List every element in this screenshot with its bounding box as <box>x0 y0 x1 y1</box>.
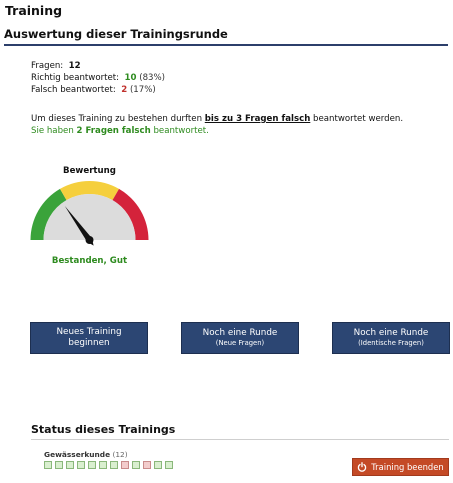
another-round-same-sub: (Identische Fragen) <box>358 339 424 347</box>
pass-rule <box>31 113 441 137</box>
question-status-square <box>44 461 52 469</box>
gauge-label: Bewertung <box>63 166 116 176</box>
power-icon <box>357 462 367 472</box>
wrong-label: Falsch beantwortet: <box>31 85 116 95</box>
question-status-square <box>121 461 129 469</box>
correct-row <box>31 72 165 84</box>
result-prefix: Sie haben <box>31 126 77 136</box>
question-status-square <box>110 461 118 469</box>
new-training-button[interactable] <box>30 322 148 354</box>
question-status-square <box>55 461 63 469</box>
another-round-new-label: Noch eine Runde <box>202 328 278 338</box>
page-title: Training <box>5 3 63 18</box>
correct-pct: (83%) <box>139 73 166 83</box>
wrong-pct: (17%) <box>129 85 156 95</box>
topic-name: Gewässerkunde <box>44 450 111 459</box>
another-round-new-sub: (Neue Fragen) <box>215 339 265 347</box>
correct-label: Richtig beantwortet: <box>31 73 120 83</box>
rule-emphasis: bis zu 3 Fragen falsch <box>204 114 311 124</box>
gauge-status: Bestanden, Gut <box>51 256 128 266</box>
another-round-same-label: Noch eine Runde <box>353 328 429 338</box>
question-status-square <box>132 461 140 469</box>
rule-prefix: Um dieses Training zu bestehen durften <box>31 114 205 124</box>
correct-value: 10 <box>124 73 137 83</box>
result-suffix: beantwortet. <box>150 126 209 136</box>
stats-block <box>31 60 165 96</box>
end-training-label: Training beenden <box>371 462 444 472</box>
question-status-square <box>88 461 96 469</box>
question-status-square <box>66 461 74 469</box>
topic-count: (12) <box>112 450 128 459</box>
question-status-squares <box>44 461 173 469</box>
question-status-square <box>154 461 162 469</box>
questions-label: Fragen: <box>31 61 64 71</box>
question-status-square <box>77 461 85 469</box>
rule-suffix: beantwortet werden. <box>310 114 404 124</box>
end-training-button[interactable] <box>352 458 449 476</box>
wrong-value: 2 <box>121 85 128 95</box>
rating-gauge <box>27 166 152 271</box>
new-training-label-1: Neues Training <box>56 327 122 337</box>
question-status-square <box>143 461 151 469</box>
rule-line <box>31 113 441 125</box>
evaluation-heading: Auswertung dieser Trainingsrunde <box>4 27 448 46</box>
gauge-dial <box>27 178 152 256</box>
question-status-square <box>99 461 107 469</box>
another-round-new-button[interactable] <box>181 322 299 354</box>
result-bold: 2 Fragen falsch <box>76 126 151 136</box>
gauge-needle-hub <box>86 236 94 244</box>
result-line <box>31 125 441 137</box>
another-round-same-button[interactable] <box>332 322 450 354</box>
questions-row <box>31 60 165 72</box>
status-heading: Status dieses Trainings <box>31 423 449 440</box>
new-training-label-2: beginnen <box>68 338 110 348</box>
question-status-square <box>165 461 173 469</box>
wrong-row <box>31 84 165 96</box>
topic-label <box>44 450 128 459</box>
questions-value: 12 <box>68 61 81 71</box>
